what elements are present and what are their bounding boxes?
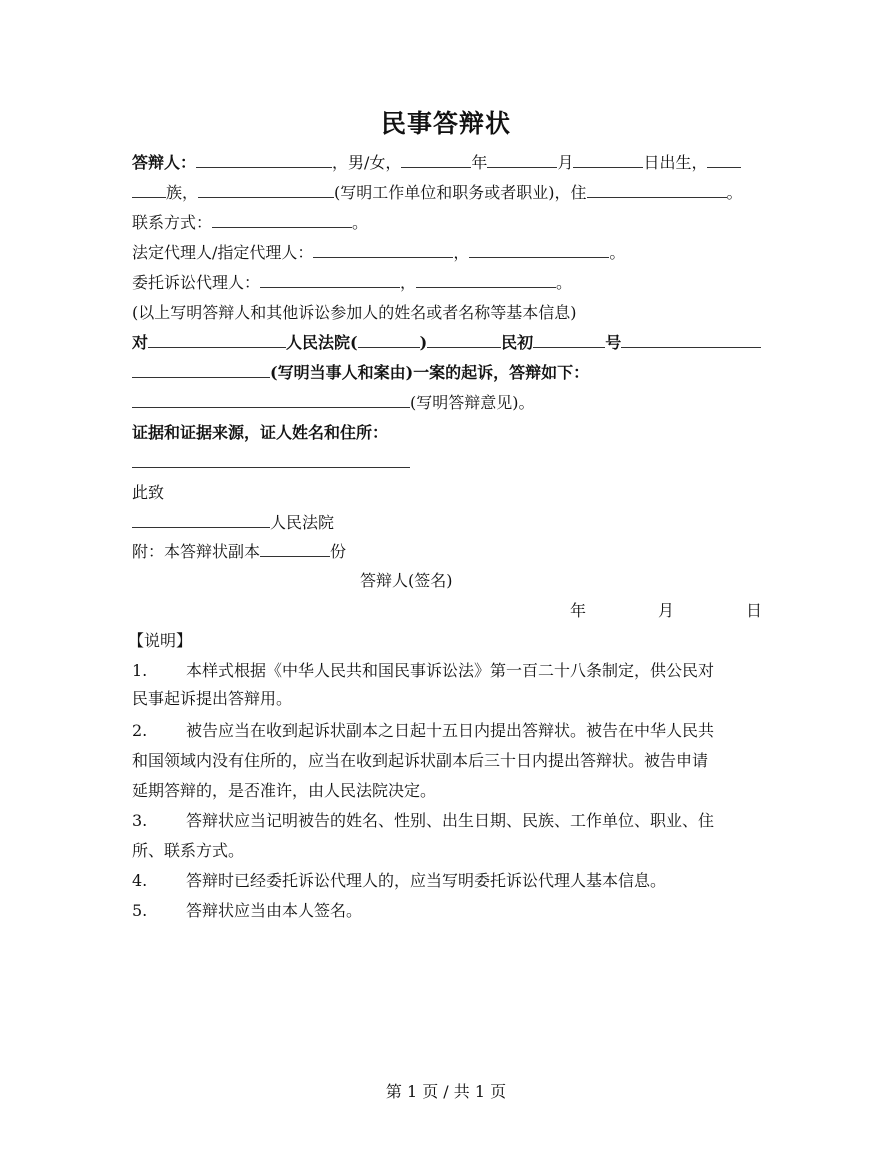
document-title: 民事答辩状 [380, 109, 511, 138]
signature-label: 答辩人(签名) [360, 571, 453, 590]
blank-evidence[interactable] [132, 452, 410, 468]
contact-line: 联系方式： 。 [132, 213, 369, 232]
explain-item-2-cont-2: 延期答辩的，是否准许，由人民法院决定。 [132, 781, 437, 800]
blank-agent-1[interactable] [260, 272, 400, 288]
explain-title: 【说明】 [128, 631, 193, 650]
blank-ethnicity-b[interactable] [132, 182, 166, 198]
blank-name[interactable] [196, 152, 332, 168]
page-footer: 第 1 页 / 共 1 页 [385, 1082, 507, 1101]
defendant-line-1: 答辩人： ，男/女， 年 月 日出生， [132, 152, 741, 174]
court-addressee: 人民法院 [132, 512, 334, 534]
note-info: (以上写明答辩人和其他诉讼参加人的姓名或者名称等基本信息) [132, 303, 577, 322]
date-year: 年 [570, 601, 587, 620]
defendant-line-2: 族， (写明工作单位和职务或者职业)，住 。 [132, 182, 743, 204]
attachment-line: 附：本答辩状副本 份 [132, 542, 347, 561]
blank-year-case[interactable] [358, 332, 420, 348]
blank-case-tail[interactable] [621, 332, 761, 348]
blank-ethnicity-a[interactable] [707, 152, 741, 168]
zhizhi: 此致 [132, 483, 165, 502]
blank-workplace[interactable] [198, 182, 334, 198]
blank-opinion[interactable] [132, 392, 410, 408]
opinion-line: (写明答辩意见)。 [132, 392, 535, 414]
blank-day[interactable] [573, 152, 643, 168]
blank-address[interactable] [587, 182, 727, 198]
evidence-line [132, 452, 410, 474]
blank-court-addressee[interactable] [132, 512, 270, 528]
blank-contact[interactable] [212, 212, 352, 228]
blank-copies[interactable] [260, 541, 330, 557]
evidence-heading: 证据和证据来源，证人姓名和住所： [132, 423, 389, 442]
blank-parties[interactable] [132, 362, 270, 378]
blank-legal-rep-2[interactable] [469, 242, 609, 258]
case-line: 对 人民法院( ) 民初 号 [132, 332, 761, 354]
blank-legal-rep-1[interactable] [313, 242, 453, 258]
blank-court-code[interactable] [427, 332, 501, 348]
explain-item-3: 3. 答辩状应当记明被告的姓名、性别、出生日期、民族、工作单位、职业、住 [132, 811, 715, 830]
explain-item-1: 1. 本样式根据《中华人民共和国民事诉讼法》第一百二十八条制定，供公民对 [132, 661, 715, 680]
date-month: 月 [658, 601, 675, 620]
defendant-label: 答辩人： [132, 153, 197, 172]
legal-rep-line: 法定代理人/指定代理人： ， 。 [132, 243, 626, 262]
explain-item-2: 2. 被告应当在收到起诉状副本之日起十五日内提出答辩状。被告在中华人民共 [132, 721, 715, 740]
explain-item-1-cont: 民事起诉提出答辩用。 [132, 689, 293, 708]
blank-court[interactable] [148, 332, 286, 348]
blank-year[interactable] [401, 152, 471, 168]
date-day: 日 [746, 601, 763, 620]
explain-item-4: 4. 答辩时已经委托诉讼代理人的，应当写明委托诉讼代理人基本信息。 [132, 871, 667, 890]
blank-month[interactable] [487, 152, 557, 168]
case-line-2: (写明当事人和案由)一案的起诉，答辩如下： [132, 362, 589, 384]
blank-agent-2[interactable] [416, 272, 556, 288]
agent-line: 委托诉讼代理人： ， 。 [132, 273, 573, 292]
explain-item-3-cont: 所、联系方式。 [132, 841, 245, 860]
blank-case-num[interactable] [533, 332, 605, 348]
explain-item-2-cont-1: 和国领域内没有住所的，应当在收到起诉状副本后三十日内提出答辩状。被告申请 [132, 751, 709, 770]
explain-item-5: 5. 答辩状应当由本人签名。 [132, 901, 363, 920]
